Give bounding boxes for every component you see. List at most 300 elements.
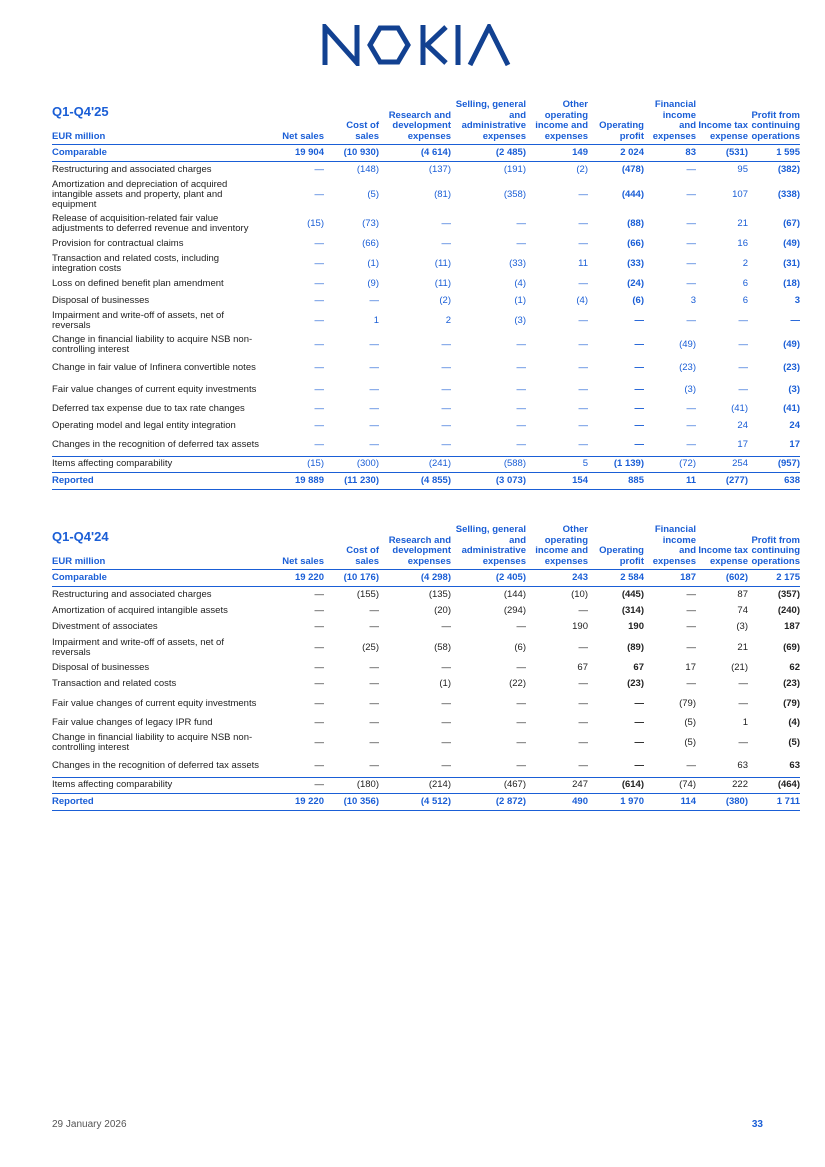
cell-value: — [516, 217, 526, 229]
cell-value: 17 [685, 661, 696, 673]
cell-value: (2 485) [495, 146, 526, 158]
cell-value: (23) [783, 362, 800, 373]
row-label: Divestment of associates [52, 621, 158, 633]
cell-value: 63 [737, 759, 748, 771]
cell-value: (5) [684, 716, 696, 728]
column-header: Operating profit [599, 120, 644, 142]
cell-value: — [634, 716, 644, 728]
cell-value: 154 [572, 474, 588, 486]
cell-value: (21) [731, 661, 748, 673]
cell-value: — [578, 384, 588, 395]
cell-value: (66) [362, 237, 379, 249]
table-row [52, 357, 800, 379]
cell-value: (588) [503, 458, 526, 470]
cell-value: (240) [777, 604, 800, 616]
table-row [52, 619, 800, 636]
cell-value: — [369, 716, 379, 728]
cell-value: (4) [788, 716, 800, 728]
cell-value: — [686, 604, 696, 616]
cell-value: 19 220 [294, 795, 324, 807]
cell-value: 254 [732, 458, 748, 470]
row-label: Reported [52, 795, 94, 807]
cell-value: — [314, 362, 324, 373]
cell-value: 11 [578, 258, 588, 269]
cell-value: — [578, 403, 588, 415]
cell-value: — [516, 759, 526, 771]
cell-value: — [738, 737, 748, 748]
cell-value: (155) [356, 588, 379, 600]
row-label: Change in fair value of Infinera convertible notes [52, 362, 256, 373]
cell-value: — [369, 362, 379, 373]
cell-value: — [314, 419, 324, 431]
column-header: Cost of sales [346, 545, 379, 567]
table-row [52, 636, 800, 660]
table-row [52, 379, 800, 401]
header-row [52, 100, 800, 145]
cell-value: — [369, 697, 379, 709]
cell-value: (23) [627, 678, 644, 690]
cell-value: — [369, 621, 379, 633]
cell-value: — [578, 678, 588, 690]
cell-value: — [686, 237, 696, 249]
cell-value: — [516, 362, 526, 373]
cell-value: 3 [690, 294, 696, 306]
cell-value: (2 405) [495, 571, 526, 583]
header-row [52, 525, 800, 570]
cell-value: (531) [725, 146, 748, 158]
cell-value: — [441, 403, 451, 415]
cell-value: — [634, 697, 644, 709]
cell-value: (9) [367, 278, 379, 290]
cell-value: (58) [434, 641, 451, 653]
cell-value: — [578, 339, 588, 350]
table-row [52, 777, 800, 794]
cell-value: — [516, 419, 526, 431]
comparable-reported-table-2025 [52, 100, 800, 490]
cell-value: (49) [783, 237, 800, 249]
cell-value: — [686, 403, 696, 415]
cell-value: (79) [679, 697, 696, 709]
cell-value: — [314, 237, 324, 249]
cell-value: — [369, 759, 379, 771]
cell-value: — [441, 737, 451, 748]
cell-value: (10 176) [343, 571, 379, 583]
row-label: Restructuring and associated charges [52, 163, 212, 175]
footer-date: 29 January 2026 [52, 1119, 127, 1130]
cell-value: (5) [788, 737, 800, 748]
cell-value: 187 [784, 621, 800, 633]
table-row [52, 212, 800, 236]
cell-value: — [314, 661, 324, 673]
cell-value: 243 [572, 571, 588, 583]
cell-value: — [369, 737, 379, 748]
cell-value: (22) [509, 678, 526, 690]
cell-value: (277) [725, 474, 748, 486]
cell-value: — [314, 779, 324, 791]
cell-value: (3) [788, 384, 800, 395]
cell-value: (464) [777, 779, 800, 791]
cell-value: (41) [783, 403, 800, 415]
cell-value: (1) [367, 258, 379, 269]
cell-value: — [516, 339, 526, 350]
cell-value: (49) [679, 339, 696, 350]
row-label: Amortization and depreciation of acquired intangible assets and property, plant and equipment [52, 178, 228, 210]
cell-value: 21 [737, 217, 748, 229]
unit-label: EUR million [52, 555, 106, 567]
row-label: Comparable [52, 571, 107, 583]
column-header: Other operating income and expenses [535, 99, 588, 142]
row-label: Loss on defined benefit plan amendment [52, 278, 224, 290]
cell-value: (81) [434, 188, 451, 200]
cell-value: (41) [731, 403, 748, 415]
column-header: Profit from continuing operations [751, 534, 800, 567]
cell-value: — [578, 237, 588, 249]
column-header: Cost of sales [346, 120, 379, 142]
cell-value: — [314, 294, 324, 306]
cell-value: — [369, 403, 379, 415]
cell-value: 19 220 [294, 571, 324, 583]
cell-value: 17 [737, 438, 748, 450]
cell-value: — [686, 588, 696, 600]
cell-value: — [738, 339, 748, 350]
table-row [52, 293, 800, 310]
table-row [52, 434, 800, 456]
cell-value: — [369, 339, 379, 350]
cell-value: — [314, 384, 324, 395]
row-label: Transaction and related costs [52, 678, 177, 690]
cell-value: (314) [621, 604, 644, 616]
cell-value: — [516, 403, 526, 415]
cell-value: — [441, 621, 451, 633]
cell-value: — [314, 188, 324, 200]
table-row [52, 676, 800, 693]
cell-value: 21 [737, 641, 748, 653]
cell-value: 24 [737, 419, 748, 431]
row-label: Deferred tax expense due to tax rate changes [52, 403, 245, 415]
table-row [52, 418, 800, 435]
cell-value: (5) [684, 737, 696, 748]
cell-value: — [634, 759, 644, 771]
cell-value: (20) [434, 604, 451, 616]
cell-value: 74 [737, 604, 748, 616]
cell-value: — [578, 438, 588, 450]
cell-value: — [369, 438, 379, 450]
cell-value: (15) [307, 217, 324, 229]
cell-value: — [686, 419, 696, 431]
table-row [52, 333, 800, 357]
column-header: Research and development expenses [388, 534, 451, 567]
row-label: Impairment and write-off of assets, net of reversals [52, 636, 224, 658]
period-title: Q1-Q4'25 [52, 104, 109, 119]
cell-value: (4 855) [420, 474, 451, 486]
cell-value: (2 872) [495, 795, 526, 807]
cell-value: 149 [572, 146, 588, 158]
cell-value: 187 [680, 571, 696, 583]
cell-value: — [634, 419, 644, 431]
cell-value: — [516, 384, 526, 395]
cell-value: — [578, 217, 588, 229]
cell-value: 114 [680, 795, 696, 807]
cell-value: — [441, 697, 451, 709]
cell-value: (33) [509, 258, 526, 269]
cell-value: (2) [439, 294, 451, 306]
cell-value: — [314, 716, 324, 728]
cell-value: (241) [428, 458, 451, 470]
cell-value: (380) [725, 795, 748, 807]
cell-value: (11 230) [344, 474, 379, 486]
cell-value: 2 175 [776, 571, 800, 583]
table-row [52, 456, 800, 473]
cell-value: 222 [732, 779, 748, 791]
cell-value: — [516, 661, 526, 673]
table-row [52, 473, 800, 490]
column-header: Net sales [282, 555, 324, 567]
cell-value: — [441, 237, 451, 249]
cell-value: (79) [783, 697, 800, 709]
cell-value: — [314, 621, 324, 633]
cell-value: 490 [572, 795, 588, 807]
row-label: Transaction and related costs, including integration costs [52, 253, 220, 274]
cell-value: — [686, 217, 696, 229]
cell-value: 638 [784, 474, 800, 486]
column-header: Financial income and expenses [652, 99, 696, 142]
cell-value: — [441, 217, 451, 229]
cell-value: 63 [789, 759, 800, 771]
cell-value: (73) [362, 217, 379, 229]
row-label: Changes in the recognition of deferred tax assets [52, 438, 260, 450]
cell-value: — [738, 697, 748, 709]
cell-value: (957) [777, 458, 800, 470]
cell-value: 19 904 [294, 146, 324, 158]
unit-label: EUR million [52, 130, 106, 142]
cell-value: — [369, 419, 379, 431]
cell-value: (15) [307, 458, 324, 470]
period-header [52, 100, 276, 145]
cell-value: (72) [679, 458, 696, 470]
cell-value: — [578, 604, 588, 616]
cell-value: — [738, 384, 748, 395]
cell-value: (358) [503, 188, 526, 200]
cell-value: — [441, 438, 451, 450]
cell-value: (3) [684, 384, 696, 395]
row-label: Comparable [52, 146, 107, 158]
cell-value: (4 298) [420, 571, 451, 583]
cell-value: (1) [439, 678, 451, 690]
cell-value: — [738, 678, 748, 690]
cell-value: (180) [356, 779, 379, 791]
table-row [52, 145, 800, 162]
cell-value: 1 711 [776, 795, 800, 807]
cell-value: (294) [503, 604, 526, 616]
table-row [52, 236, 800, 253]
table-row [52, 309, 800, 333]
cell-value: 190 [628, 621, 644, 633]
cell-value: (444) [621, 188, 644, 200]
cell-value: (602) [725, 571, 748, 583]
table-row [52, 755, 800, 777]
cell-value: 1 970 [620, 795, 644, 807]
table-row [52, 586, 800, 603]
cell-value: — [314, 278, 324, 290]
cell-value: — [578, 419, 588, 431]
cell-value: (445) [621, 588, 644, 600]
cell-value: (74) [679, 779, 696, 791]
cell-value: (382) [777, 163, 800, 175]
table-body [52, 145, 800, 490]
cell-value: (25) [362, 641, 379, 653]
cell-value: (18) [783, 278, 800, 290]
row-label: Fair value changes of current equity investments [52, 384, 257, 395]
cell-value: (1 139) [613, 458, 644, 470]
cell-value: (10 356) [343, 795, 379, 807]
cell-value: (614) [621, 779, 644, 791]
cell-value: — [686, 621, 696, 633]
cell-value: (148) [356, 163, 379, 175]
cell-value: (300) [356, 458, 379, 470]
cell-value: (4) [514, 278, 526, 290]
cell-value: — [578, 278, 588, 290]
row-label: Operating model and legal entity integration [52, 419, 236, 431]
cell-value: (11) [434, 258, 451, 269]
cell-value: — [790, 315, 800, 326]
cell-value: — [314, 697, 324, 709]
cell-value: (137) [428, 163, 451, 175]
cell-value: (67) [783, 217, 800, 229]
row-label: Restructuring and associated charges [52, 588, 212, 600]
cell-value: — [686, 278, 696, 290]
table-section-2025 [52, 100, 800, 490]
cell-value: 11 [685, 474, 696, 486]
row-label: Fair value changes of legacy IPR fund [52, 716, 213, 728]
column-header: Selling, general and administrative expenses [455, 99, 526, 142]
cell-value: — [686, 759, 696, 771]
cell-value: — [738, 362, 748, 373]
table-row [52, 570, 800, 587]
cell-value: (191) [503, 163, 526, 175]
row-label: Changes in the recognition of deferred tax assets [52, 759, 260, 771]
table-body [52, 570, 800, 811]
cell-value: — [578, 697, 588, 709]
cell-value: 83 [685, 146, 696, 158]
cell-value: (135) [428, 588, 451, 600]
cell-value: (1) [514, 294, 526, 306]
cell-value: 5 [582, 458, 588, 470]
cell-value: — [578, 188, 588, 200]
cell-value: — [686, 188, 696, 200]
cell-value: — [634, 737, 644, 748]
cell-value: (89) [627, 641, 644, 653]
cell-value: 1 595 [776, 146, 800, 158]
column-header: Income tax expense [698, 545, 748, 567]
cell-value: (23) [783, 678, 800, 690]
cell-value: (4 512) [420, 795, 451, 807]
row-label: Items affecting comparability [52, 458, 173, 470]
cell-value: (4 614) [420, 146, 451, 158]
row-label: Disposal of businesses [52, 294, 150, 306]
cell-value: (467) [503, 779, 526, 791]
table-section-2024 [52, 525, 800, 811]
cell-value: — [369, 678, 379, 690]
table-row [52, 603, 800, 620]
cell-value: — [686, 438, 696, 450]
cell-value: — [314, 403, 324, 415]
cell-value: 2 024 [620, 146, 644, 158]
cell-value: (3) [736, 621, 748, 633]
cell-value: 1 [373, 315, 379, 326]
cell-value: 62 [789, 661, 800, 673]
cell-value: — [516, 697, 526, 709]
cell-value: (31) [783, 258, 800, 269]
cell-value: 107 [732, 188, 748, 200]
table-row [52, 161, 800, 178]
column-header: Financial income and expenses [652, 524, 696, 567]
comparable-reported-table-2024 [52, 525, 800, 811]
cell-value: — [578, 716, 588, 728]
cell-value: 2 [742, 258, 748, 269]
cell-value: — [516, 438, 526, 450]
cell-value: 95 [737, 163, 748, 175]
cell-value: — [578, 641, 588, 653]
cell-value: — [369, 661, 379, 673]
cell-value: — [686, 258, 696, 269]
column-header: Income tax expense [698, 120, 748, 142]
cell-value: — [314, 315, 324, 326]
table-row [52, 715, 800, 732]
cell-value: — [441, 759, 451, 771]
column-header: Net sales [282, 130, 324, 142]
cell-value: — [441, 362, 451, 373]
cell-value: 6 [742, 294, 748, 306]
cell-value: — [516, 237, 526, 249]
cell-value: 67 [633, 661, 644, 673]
column-header: Other operating income and expenses [535, 524, 588, 567]
cell-value: — [634, 403, 644, 415]
cell-value: 3 [794, 294, 800, 306]
cell-value: 87 [737, 588, 748, 600]
cell-value: (6) [632, 294, 644, 306]
cell-value: — [686, 163, 696, 175]
cell-value: (144) [503, 588, 526, 600]
cell-value: 190 [572, 621, 588, 633]
cell-value: — [314, 641, 324, 653]
cell-value: (69) [783, 641, 800, 653]
cell-value: (6) [514, 641, 526, 653]
cell-value: — [634, 362, 644, 373]
period-header [52, 525, 276, 570]
cell-value: (5) [367, 188, 379, 200]
cell-value: (10 930) [343, 146, 379, 158]
row-label: Reported [52, 474, 94, 486]
row-label: Provision for contractual claims [52, 237, 184, 249]
cell-value: — [578, 362, 588, 373]
cell-value: — [578, 759, 588, 771]
row-label: Impairment and write-off of assets, net of reversals [52, 310, 224, 331]
cell-value: — [634, 438, 644, 450]
cell-value: — [686, 641, 696, 653]
column-header: Operating profit [599, 545, 644, 567]
period-title: Q1-Q4'24 [52, 529, 109, 544]
row-label: Change in financial liability to acquire NSB non-controlling interest [52, 732, 253, 753]
cell-value: (88) [627, 217, 644, 229]
cell-value: — [516, 621, 526, 633]
cell-value: (3 073) [495, 474, 526, 486]
cell-value: 24 [789, 419, 800, 431]
cell-value: — [686, 315, 696, 326]
cell-value: 19 889 [294, 474, 324, 486]
cell-value: (10) [571, 588, 588, 600]
cell-value: (338) [777, 188, 800, 200]
table-row [52, 731, 800, 755]
